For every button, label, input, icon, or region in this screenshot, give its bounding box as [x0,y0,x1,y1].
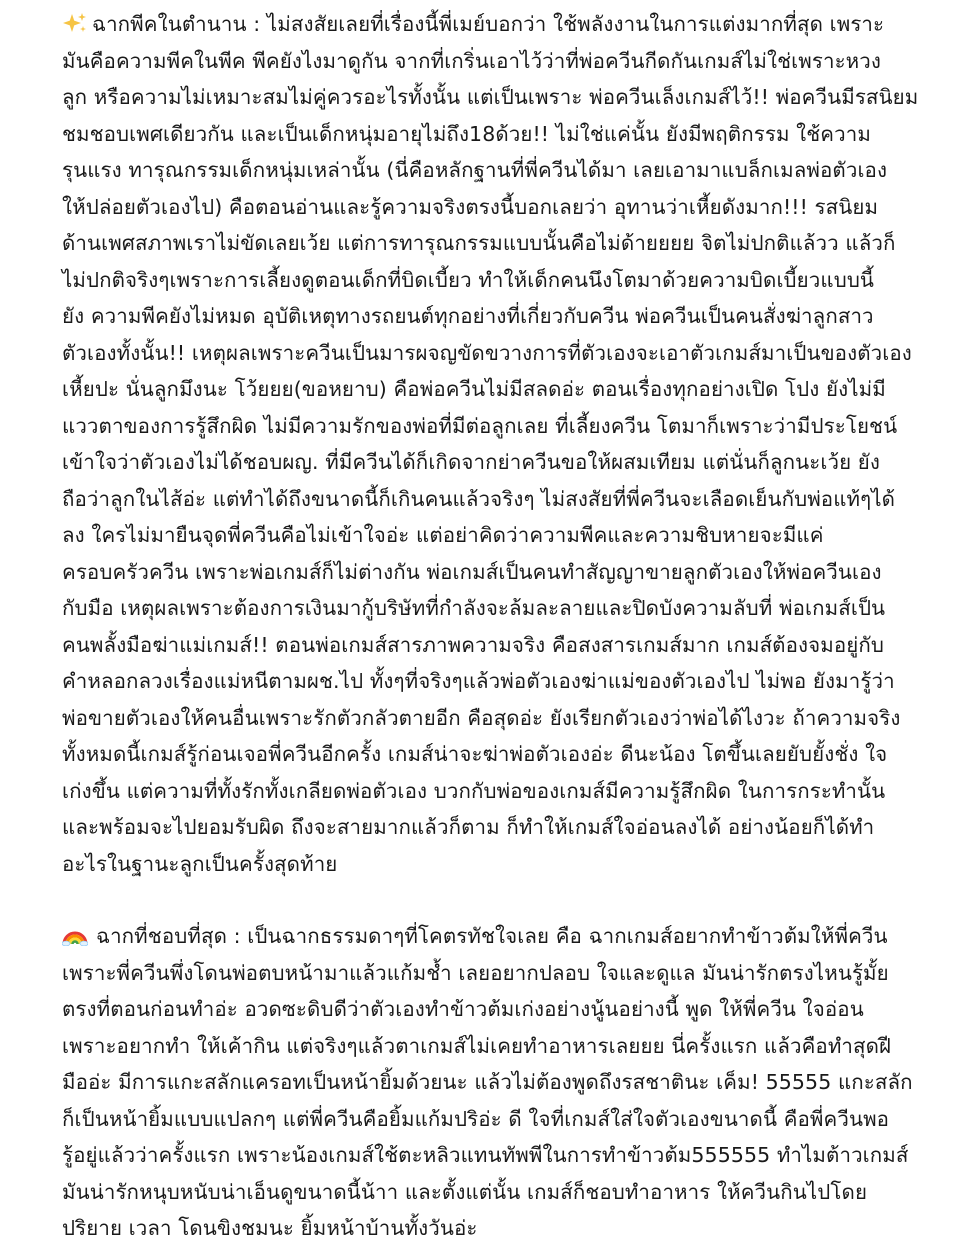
text-line: ลูก หรือความไม่เหมาะสมไม่คู่ควรอะไรทั้งนั้น แต่เป็นเพราะ พ่อควีนเล็งเกมส์ไว้!! พ่อควีนมีรสนิยม [62,85,919,109]
text-line: ปริยาย เวลา โดนขิงชมนะ ยิ้มหน้าบ้านทั้งวันอ่ะ [62,1216,478,1240]
text-line: ตรงที่ตอนก่อนทำอ่ะ อวดซะดิบดีว่าตัวเองทำข้าวต้มเก่งอย่างนู้นอย่างนี้ พูด ให้พี่ควีน ใจอ่อน [62,997,864,1021]
text-line: เก่งขึ้น แต่ความที่ทั้งรักทั้งเกลียดพ่อตัวเอง บวกกับพ่อของเกมส์มีความรู้สึกผิด ในการกระทำนั้น [62,778,886,803]
text-line: มันน่ารักหนุบหนับน่าเอ็นดูขนาดนี้น้าา และตั้งแต่นั้น เกมส์ก็ชอบทำอาหาร ให้ควีนกินไปโดย [62,1179,868,1204]
text-line: คนพลั้งมือฆ่าแม่เกมส์!! ตอนพ่อเกมส์สารภาพความจริง คือสงสารเกมส์มาก เกมส์ต้องจมอยู่กับ [62,632,884,657]
line-text: ฉากพีคในตำนาน : ไม่สงสัยเลยที่เรื่องนี้พี่เมย์บอกว่า ใช้พลังงานในการแต่งมากที่สุด เพราะ [92,12,885,36]
text-line: พ่อขายตัวเองให้คนอื่นเพราะรักตัวกลัวตายอีก คือสุดอ่ะ ยังเรียกตัวเองว่าพ่อได้ไงวะ ถ้าความจริง [62,705,901,730]
text-line: ด้านเพศสภาพเราไม่ขัดเลยเว้ย แต่การทารุณกรรมแบบนั้นคือไม่ด้ายยยย จิตไม่ปกติแล้วว แล้วก็ [62,231,896,255]
text-line: มืออ่ะ มีการแกะสลักแครอทเป็นหน้ายิ้มด้วยนะ แล้วไม่ต้องพูดถึงรสชาตินะ เค็ม! 55555 แกะสลัก [62,1070,913,1094]
text-line: ก็เป็นหน้ายิ้มแบบแปลกๆ แต่พี่ควีนคือยิ้มแก้มปริอ่ะ ดี ใจที่เกมส์ใส่ใจตัวเองขนาดนี้ คือพี่ควีนพอ [62,1106,890,1131]
text-line: และพร้อมจะไปยอมรับผิด ถึงจะสายมากแล้วก็ตาม ก็ทำให้เกมส์ใจอ่อนลงได้ อย่างน้อยก็ได้ทำ [62,815,875,839]
text-line: รุนแรง ทารุณกรรมเด็กหนุ่มเหล่านั้น (นี่คือหลักฐานที่พี่ควีนได้มา เลยเอามาแบล็กเมลพ่อตัวเอง [62,158,888,182]
text-line: มันคือความพีคในพีค พีคยังไงมาดูกัน จากที่เกริ่นเอาไว้ว่าที่พ่อควีนกีดกันเกมส์ไม่ใช่เพราะหวง [62,48,882,73]
text-line [62,918,922,955]
text-line: เหี้ยปะ นั่นลูกมึงนะ โว้ยยย(ขอหยาบ) คือพ่อควีนไม่มีสลดอ่ะ ตอนเรื่องทุกอย่างเปิด โปง ยังไม่มี [62,377,886,401]
text-line: เพราะอยากทำ ให้เค้ากิน แต่จริงๆแล้วตาเกมส์ไม่เคยทำอาหารเลยยย นี่ครั้งแรก แล้วคือทำสุดฝี [62,1033,892,1058]
paragraph-favorite-scene [62,918,922,1247]
line-text: ฉากที่ชอบที่สุด : เป็นฉากธรรมดาๆที่โคตรทัชใจเลย คือ ฉากเกมส์อยากทำข้าวต้มให้พี่ควีน [96,924,888,948]
text-line: ลง ใครไม่มายืนจุดพี่ควีนคือไม่เข้าใจอ่ะ แต่อย่าคิดว่าความพีคและความชิบหายจะมีแค่ [62,523,824,547]
text-line: กับมือ เหตุผลเพราะต้องการเงินมากู้บริษัทที่กำลังจะล้มละลายและปิดบังความลับที่ พ่อเกมส์เป็น [62,596,886,620]
paragraph-favorite-twist [62,6,922,882]
text-line: รู้อยู่แล้วว่าครั้งแรก เพราะน้องเกมส์ใช้ตะหลิวแทนทัพพีในการทำข้าวต้ม555555 ทำไมต้าวเกมส์ [62,1143,909,1167]
rainbow-icon [62,924,88,946]
text-line [62,6,922,43]
text-line: อะไรในฐานะลูกเป็นครั้งสุดท้าย [62,851,338,876]
text-line: ชมชอบเพศเดียวกัน และเป็นเด็กหนุ่มอายุไม่ถึง18ด้วย!! ไม่ใช่แค่นั้น ยังมีพฤติกรรม ใช้ความ [62,121,871,146]
text-line: ไม่ปกติจริงๆเพราะการเลี้ยงดูตอนเด็กที่บิดเบี้ยว ทำให้เด็กคนนึงโตมาด้วยความบิดเบี้ยวแบบนี้ [62,267,875,292]
text-line: เข้าใจว่าตัวเองไม่ได้ชอบผญ. ที่มีควีนได้ก็เกิดจากย่าควีนขอให้ผสมเทียม แต่นั่นก็ลูกนะเว้ย ยัง [62,450,881,474]
sparkles-icon [62,12,88,34]
text-line: เพราะพี่ควีนพึ่งโดนพ่อตบหน้ามาแล้วแก้มช้ำ เลยอยากปลอบ ใจและดูแล มันน่ารักตรงไหนรู้มั้ย [62,960,889,985]
text-line: ตัวเองทั้งนั้น!! เหตุผลเพราะควีนเป็นมารผจญขัดขวางการที่ตัวเองจะเอาตัวเกมส์มาเป็นของตัวเอง [62,340,912,365]
text-line: คำหลอกลวงเรื่องแม่หนีตามผช.ไป ทั้งๆที่จริงๆแล้วพ่อตัวเองฆ่าแม่ของตัวเองไป ไม่พอ ยังมารู้ว่า [62,669,895,693]
text-line: ทั้งหมดนี้เกมส์รู้ก่อนเจอพี่ควีนอีกครั้ง เกมส์น่าจะฆ่าพ่อตัวเองอ่ะ ดีนะน้อง โตขึ้นเลยยับยั้งชั่ง ใจ [62,742,888,766]
text-line: ให้ปล่อยตัวเองไป) คือตอนอ่านและรู้ความจริงตรงนี้บอกเลยว่า อุทานว่าเหี้ยดังมาก!!! รสนิยม [62,194,879,219]
text-line: ครอบครัวควีน เพราะพ่อเกมส์ก็ไม่ต่างกัน พ่อเกมส์เป็นคนทำสัญญาขายลูกตัวเองให้พ่อควีนเอง [62,559,882,584]
text-line: แววตาของการรู้สึกผิด ไม่มีความรักของพ่อที่มีต่อลูกเลย ที่เลี้ยงควีน โตมาก็เพราะว่ามีประโยชน์ [62,413,898,438]
text-line: ถือว่าลูกในไส้อ่ะ แต่ทำได้ถึงขนาดนี้ก็เกินคนแล้วจริงๆ ไม่สงสัยที่พี่ควีนจะเลือดเย็นกับพ่อแท้ๆได้ [62,486,896,511]
text-line: ยัง ความพีคยังไม่หมด อุบัติเหตุทางรถยนต์ทุกอย่างที่เกี่ยวกับควีน พ่อควีนเป็นคนสั่งฆ่าลูกสาว [62,304,874,328]
